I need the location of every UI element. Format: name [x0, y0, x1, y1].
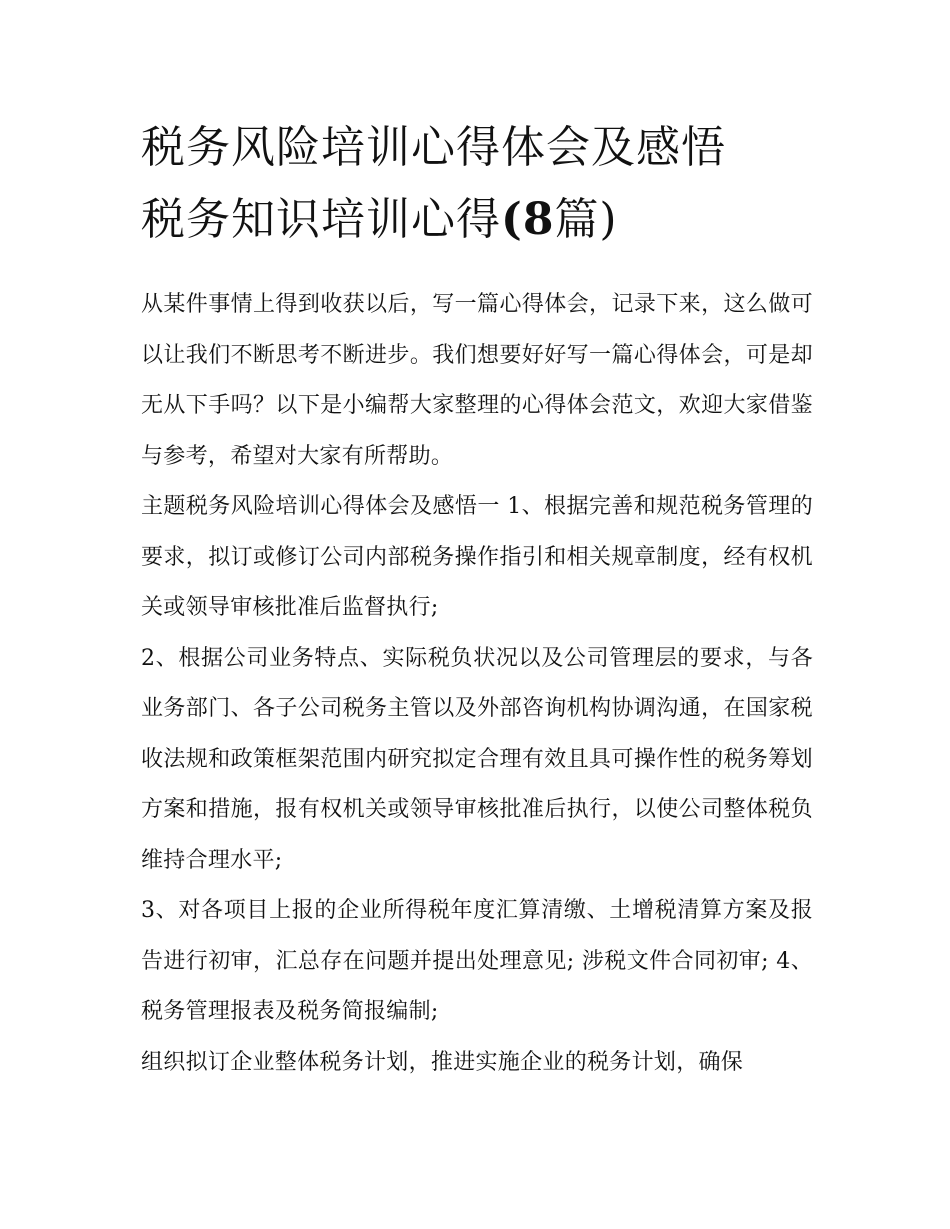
intro-paragraph: 从某件事情上得到收获以后，写一篇心得体会，记录下来，这么做可以让我们不断思考不断进步。我们想要好好写一篇心得体会，可是却无从下手吗？以下是小编帮大家整理的心得体会范文，欢迎大家借鉴与参考，希望对大家有所帮助。 [141, 292, 813, 469]
document-page [141, 112, 813, 1088]
title-line-2-suffix: 篇) [554, 194, 618, 245]
document-title [141, 112, 813, 256]
title-article-count: (8 [501, 194, 555, 245]
paragraph-item-3-4: 3、对各项目上报的企业所得税年度汇算清缴、土增税清算方案及报告进行初审，汇总存在问题并提出处理意见; 涉税文件合同初审; 4、税务管理报表及税务简报编制; [141, 898, 813, 1024]
document-body [141, 280, 813, 1088]
paragraph-tax-plan: 组织拟订企业整体税务计划，推进实施企业的税务计划，确保 [141, 1049, 744, 1075]
paragraph-item-2: 2、根据公司业务特点、实际税负状况以及公司管理层的要求，与各业务部门、各子公司税务主管以及外部咨询机构协调沟通，在国家税收法规和政策框架范围内研究拟定合理有效且具可操作性的税务筹划方案和措施，报有权机关或领导审核批准后执行，以使公司整体税负维持合理水平; [141, 645, 813, 873]
title-line-1: 税务风险培训心得体会及感悟 [141, 122, 726, 173]
paragraph-item-1: 主题税务风险培训心得体会及感悟一 1、根据完善和规范税务管理的要求，拟订或修订公司内部税务操作指引和相关规章制度，经有权机关或领导审核批准后监督执行; [141, 494, 813, 620]
title-line-2: 税务知识培训心得 [141, 194, 501, 245]
